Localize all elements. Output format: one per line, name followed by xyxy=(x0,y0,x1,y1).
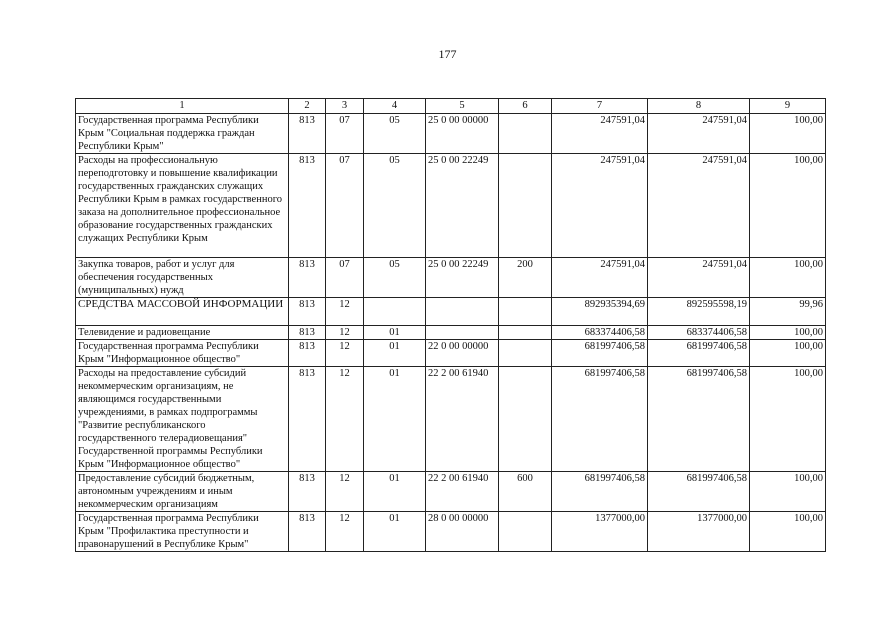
table-row xyxy=(76,367,826,472)
table-row xyxy=(76,298,826,326)
row-subsection: 05 xyxy=(364,258,426,298)
row-expense-type: 600 xyxy=(499,472,552,512)
table-row xyxy=(76,512,826,552)
row-planned: 681997406,58 xyxy=(552,472,648,512)
row-expense-type xyxy=(499,367,552,472)
row-planned: 683374406,58 xyxy=(552,326,648,340)
row-executed: 892595598,19 xyxy=(648,298,750,326)
table-row xyxy=(76,326,826,340)
row-expense-type xyxy=(499,298,552,326)
col-header-6: 6 xyxy=(499,99,552,114)
row-planned: 1377000,00 xyxy=(552,512,648,552)
row-expense-type: 200 xyxy=(499,258,552,298)
row-subsection: 01 xyxy=(364,340,426,367)
row-executed: 683374406,58 xyxy=(648,326,750,340)
row-executed: 247591,04 xyxy=(648,114,750,154)
row-ministry-code: 813 xyxy=(289,512,326,552)
row-executed: 247591,04 xyxy=(648,258,750,298)
row-target-code xyxy=(426,326,499,340)
row-target-code xyxy=(426,298,499,326)
row-percent: 100,00 xyxy=(750,472,826,512)
row-percent: 100,00 xyxy=(750,367,826,472)
row-target-code: 28 0 00 00000 xyxy=(426,512,499,552)
row-planned: 247591,04 xyxy=(552,154,648,258)
table-row xyxy=(76,472,826,512)
row-target-code: 22 2 00 61940 xyxy=(426,472,499,512)
row-executed: 681997406,58 xyxy=(648,367,750,472)
col-header-2: 2 xyxy=(289,99,326,114)
row-executed: 681997406,58 xyxy=(648,340,750,367)
row-subsection: 01 xyxy=(364,512,426,552)
row-expense-type xyxy=(499,340,552,367)
table-row xyxy=(76,154,826,258)
row-target-code: 25 0 00 22249 xyxy=(426,258,499,298)
row-name: Расходы на предоставление субсидий некоммерческим организациям, не являющимся государственными учреждениями, в рамках подпрограммы "Развитие республиканского государственного телерадиовещания" Государственной программы Республики Крым "Информационное общество" xyxy=(76,367,289,472)
row-percent: 100,00 xyxy=(750,154,826,258)
row-name: Государственная программа Республики Крым "Информационное общество" xyxy=(76,340,289,367)
row-ministry-code: 813 xyxy=(289,472,326,512)
row-subsection: 05 xyxy=(364,154,426,258)
row-planned: 892935394,69 xyxy=(552,298,648,326)
row-subsection: 05 xyxy=(364,114,426,154)
row-expense-type xyxy=(499,326,552,340)
row-name: СРЕДСТВА МАССОВОЙ ИНФОРМАЦИИ xyxy=(76,298,289,326)
row-expense-type xyxy=(499,154,552,258)
row-ministry-code: 813 xyxy=(289,340,326,367)
row-planned: 247591,04 xyxy=(552,114,648,154)
row-ministry-code: 813 xyxy=(289,258,326,298)
row-planned: 247591,04 xyxy=(552,258,648,298)
row-executed: 247591,04 xyxy=(648,154,750,258)
col-header-5: 5 xyxy=(426,99,499,114)
row-percent: 100,00 xyxy=(750,326,826,340)
row-name: Расходы на профессиональную переподготовку и повышение квалификации государственных гражданских служащих Республики Крым в рамках государственного заказа на дополнительное профессиональное образование государственных гражданских служащих Республики Крым xyxy=(76,154,289,258)
row-name: Предоставление субсидий бюджетным, автономным учреждениям и иным некоммерческим организациям xyxy=(76,472,289,512)
row-executed: 681997406,58 xyxy=(648,472,750,512)
page-number: 177 xyxy=(438,47,457,61)
col-header-3: 3 xyxy=(326,99,364,114)
row-subsection: 01 xyxy=(364,472,426,512)
row-name: Закупка товаров, работ и услуг для обеспечения государственных (муниципальных) нужд xyxy=(76,258,289,298)
row-ministry-code: 813 xyxy=(289,298,326,326)
row-name: Государственная программа Республики Крым "Профилактика преступности и правонарушений в Республике Крым" xyxy=(76,512,289,552)
row-subsection: 01 xyxy=(364,367,426,472)
row-section: 12 xyxy=(326,367,364,472)
row-planned: 681997406,58 xyxy=(552,340,648,367)
row-target-code: 22 2 00 61940 xyxy=(426,367,499,472)
row-subsection: 01 xyxy=(364,326,426,340)
col-header-8: 8 xyxy=(648,99,750,114)
row-expense-type xyxy=(499,114,552,154)
row-section: 07 xyxy=(326,114,364,154)
col-header-1: 1 xyxy=(76,99,289,114)
table-row xyxy=(76,258,826,298)
table-row xyxy=(76,340,826,367)
row-percent: 100,00 xyxy=(750,512,826,552)
row-name: Телевидение и радиовещание xyxy=(76,326,289,340)
row-percent: 100,00 xyxy=(750,340,826,367)
row-target-code: 25 0 00 00000 xyxy=(426,114,499,154)
row-section: 12 xyxy=(326,472,364,512)
row-subsection xyxy=(364,298,426,326)
row-section: 07 xyxy=(326,258,364,298)
row-ministry-code: 813 xyxy=(289,326,326,340)
col-header-7: 7 xyxy=(552,99,648,114)
table-row xyxy=(76,114,826,154)
row-expense-type xyxy=(499,512,552,552)
row-target-code: 25 0 00 22249 xyxy=(426,154,499,258)
row-target-code: 22 0 00 00000 xyxy=(426,340,499,367)
row-percent: 100,00 xyxy=(750,258,826,298)
row-ministry-code: 813 xyxy=(289,367,326,472)
row-section: 12 xyxy=(326,512,364,552)
row-section: 07 xyxy=(326,154,364,258)
col-header-4: 4 xyxy=(364,99,426,114)
budget-table xyxy=(75,98,826,552)
row-section: 12 xyxy=(326,326,364,340)
row-executed: 1377000,00 xyxy=(648,512,750,552)
header-row xyxy=(76,99,826,114)
row-planned: 681997406,58 xyxy=(552,367,648,472)
row-ministry-code: 813 xyxy=(289,114,326,154)
col-header-9: 9 xyxy=(750,99,826,114)
row-section: 12 xyxy=(326,298,364,326)
row-ministry-code: 813 xyxy=(289,154,326,258)
row-name: Государственная программа Республики Крым "Социальная поддержка граждан Республики Крым" xyxy=(76,114,289,154)
row-percent: 99,96 xyxy=(750,298,826,326)
row-percent: 100,00 xyxy=(750,114,826,154)
row-section: 12 xyxy=(326,340,364,367)
